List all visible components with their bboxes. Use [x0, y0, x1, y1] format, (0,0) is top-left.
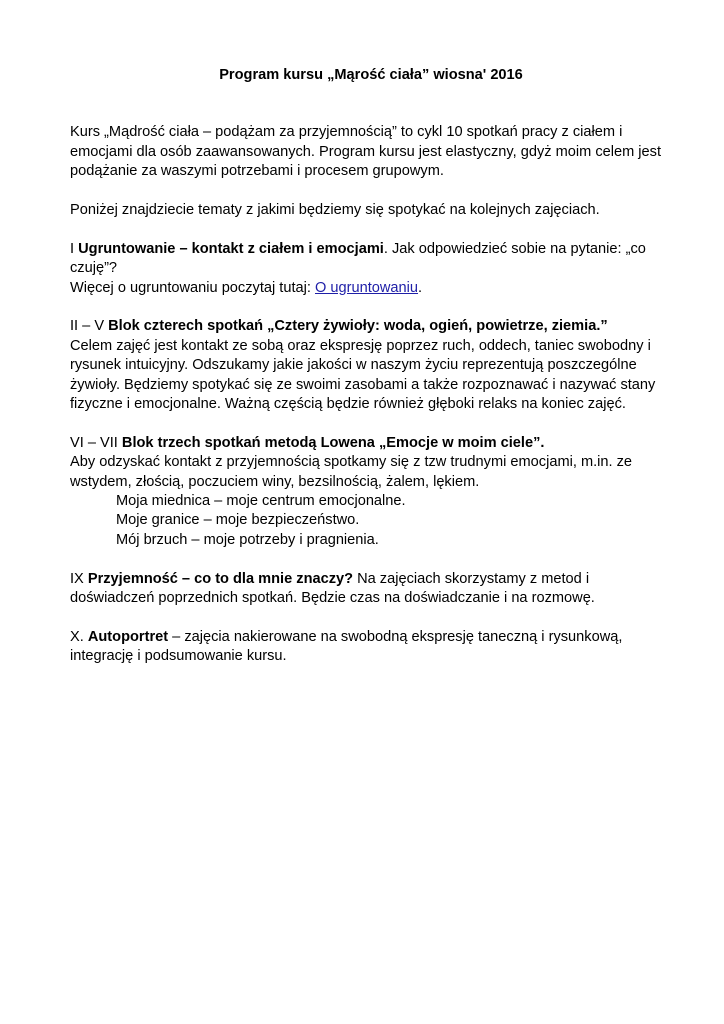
section-5-heading: Autoportret [87, 628, 169, 645]
section-5-paragraph [70, 628, 664, 667]
section-4-paragraph [70, 570, 664, 609]
section-3-heading-line [70, 434, 664, 453]
document-title: Program kursu „Mąrość ciała” wiosna' 2016 [219, 67, 523, 83]
topics-intro-paragraph: Poniżej znajdziecie tematy z jakimi będziemy się spotykać na kolejnych zajęciach. [70, 202, 600, 219]
section-3-item: Mój brzuch – moje potrzeby i pragnienia. [116, 531, 379, 548]
section-3-number: VI – VII [70, 434, 122, 451]
section-1-more-prefix: Więcej o ugruntowaniu poczytaj tutaj: [70, 279, 315, 296]
section-5-number: X. [70, 628, 88, 645]
spacer [70, 182, 664, 201]
section-4-text: Na zajęciach skorzystamy z metod i doświadczeń poprzednich spotkań. Będzie czas na doświadczanie i na rozmowę. [70, 570, 595, 607]
section-1-paragraph [70, 240, 664, 279]
spacer [70, 414, 664, 433]
section-3-heading: Blok trzech spotkań metodą Lowena „Emocje w moim ciele”. [121, 434, 545, 451]
section-4-number: IX [70, 570, 88, 587]
section-3-text: Aby odzyskać kontakt z przyjemnością spotkamy się z tzw trudnymi emocjami, m.in. ze wstydem, złością, poczuciem winy, bezsilnością, żalem, lękiem. [70, 454, 633, 490]
intro-paragraph: Kurs „Mądrość ciała – podążam za przyjemnością” to cykl 10 spotkań pracy z ciałem i emocjami dla osób zaawansowanych. Program kursu jest elastyczny, gdyż moim celem jest podążanie za waszymi potrzebami i procesem grupowym. [70, 124, 662, 180]
section-1-more-line [70, 279, 664, 298]
ugruntowanie-link[interactable]: O ugruntowaniu [314, 279, 419, 296]
section-2-heading-line [70, 317, 664, 336]
spacer [70, 298, 664, 317]
spacer [70, 608, 664, 627]
spacer [70, 85, 664, 123]
section-2-text: Celem zajęć jest kontakt ze sobą oraz ekspresję poprzez ruch, oddech, taniec swobodny i rysunek intuicyjny. Odszukamy jakie jakości w naszym życiu reprezentują poszczególne żywioły. Będziemy spotykać się ze swoimi zasobami a także rozpoznawać i nazywać stany fizyczne i emocjonalne. Ważną częścią będzie również głęboki relaks na koniec zajęć. [70, 337, 656, 413]
section-1-text: . Jak odpowiedzieć sobie na pytanie: „co czuję”? [70, 240, 646, 277]
section-3-item: Moje granice – moje bezpieczeństwo. [116, 512, 360, 529]
section-3-item: Moja miednica – moje centrum emocjonalne. [116, 493, 406, 510]
section-1-heading: Ugruntowanie – kontakt z ciałem i emocjami [78, 240, 384, 257]
spacer [70, 220, 664, 239]
spacer [70, 550, 664, 569]
section-5-text: – zajęcia nakierowane na swobodną ekspresję taneczną i rysunkową, integrację i podsumowanie kursu. [70, 628, 623, 665]
section-1-number: I [70, 240, 79, 257]
section-1-more-suffix: . [418, 279, 423, 296]
section-2-heading: Blok czterech spotkań „Cztery żywioły: woda, ogień, powietrze, ziemia.” [108, 318, 608, 335]
section-2-number: II – V [70, 318, 109, 335]
section-4-heading: Przyjemność – co to dla mnie znaczy? [87, 570, 354, 587]
